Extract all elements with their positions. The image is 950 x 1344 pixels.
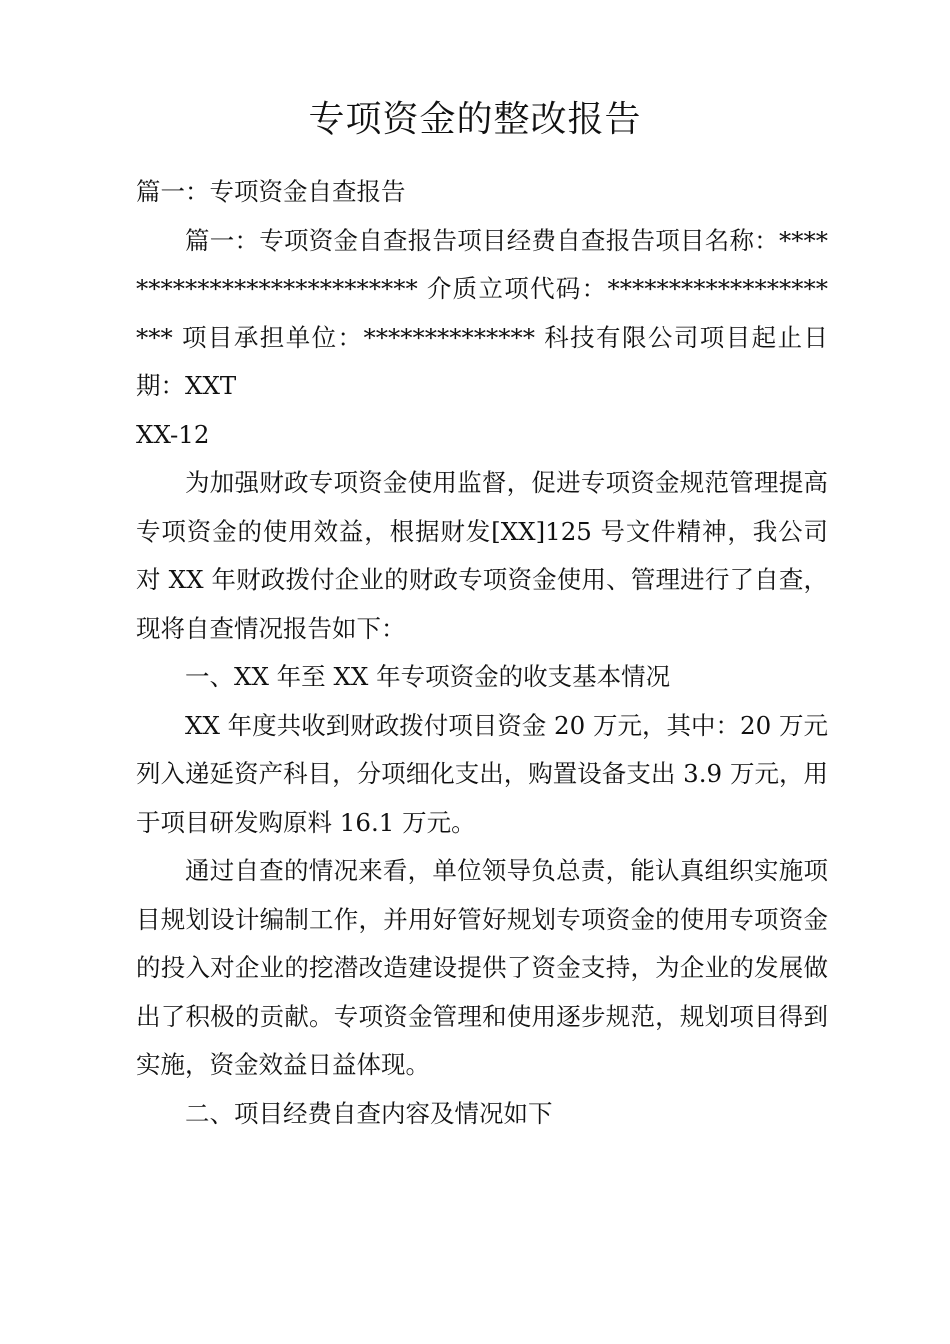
section-two-heading: 二、项目经费自查内容及情况如下 — [185, 1098, 553, 1128]
review-paragraph: 通过自查的情况来看，单位领导负总责，能认真组织实施项目规划设计编制工作，并用好管好规划专项资金的使用专项资金的投入对企业的挖潜改造建设提供了资金支持，为企业的发展做出了积极的贡献。专项资金管理和使用逐步规范，规划项目得到实施，资金效益日益体现。 — [136, 856, 828, 1079]
income-paragraph: XX 年度共收到财政拨付项目资金 20 万元，其中：20 万元列入递延资产科目，分项细化支出，购置设备支出 3.9 万元，用于项目研发购原料 16.1 万元。 — [136, 710, 828, 837]
part-heading: 篇一：专项资金自查报告 — [136, 177, 406, 206]
date-line: XX-12 — [136, 419, 210, 449]
document-body — [136, 168, 828, 1138]
document-title: 专项资金的整改报告 — [308, 99, 642, 140]
section-one-heading: 一、XX 年至 XX 年专项资金的收支基本情况 — [185, 662, 671, 691]
project-info-paragraph: 篇一：专项资金自查报告项目经费自查报告项目名称：*************************** 介质立项代码：********************* 项目承担单位：************** 科技有限公司项目起止日期：XXT — [136, 225, 828, 400]
intro-paragraph: 为加强财政专项资金使用监督，促进专项资金规范管理提高专项资金的使用效益，根据财发[XX]125 号文件精神，我公司对 XX 年财政拨付企业的财政专项资金使用、管理进行了自查，现将自查情况报告如下： — [136, 468, 828, 643]
